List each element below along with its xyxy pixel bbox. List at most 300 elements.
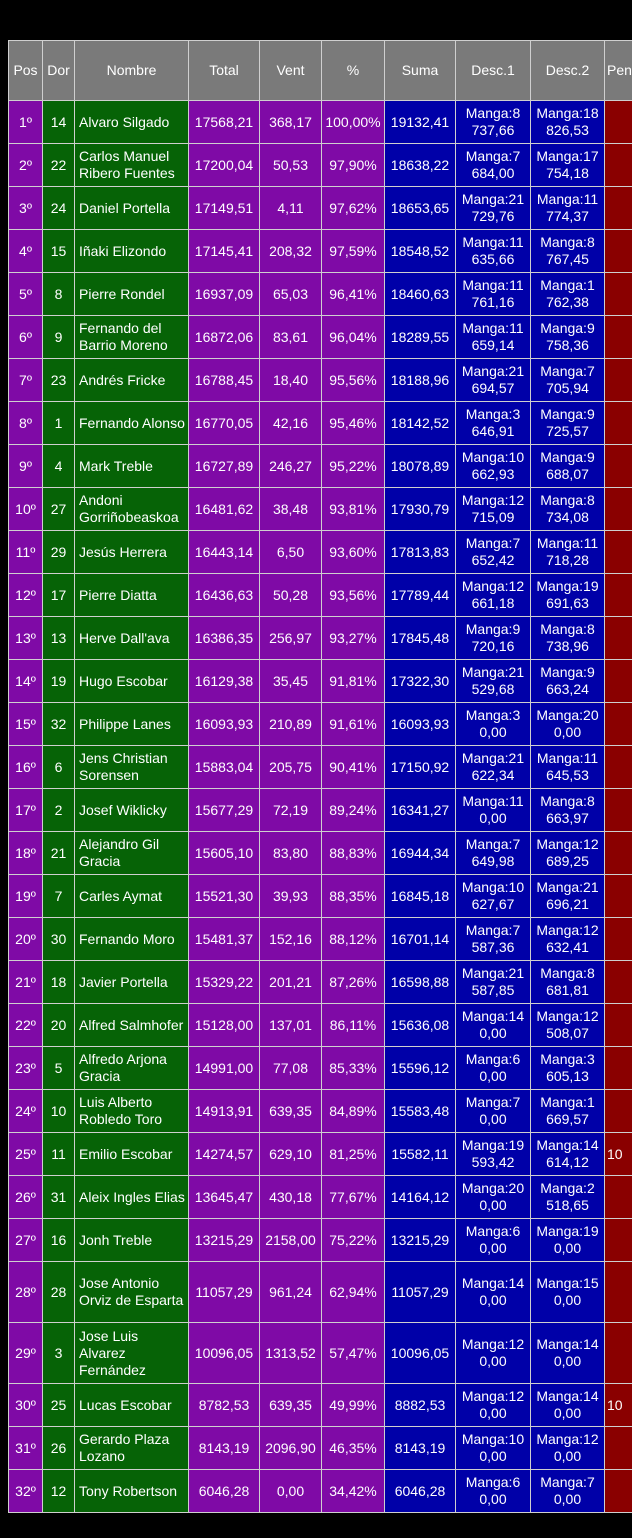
cell-total: 16788,45 — [189, 359, 260, 402]
desc-manga: Manga:9 — [540, 664, 595, 680]
table-row[interactable] — [9, 746, 632, 789]
cell-desc1 — [456, 1133, 531, 1176]
cell-suma: 18460,63 — [385, 273, 456, 316]
cell-total: 13645,47 — [189, 1176, 260, 1219]
cell-desc2 — [531, 574, 605, 617]
cell-pos: 24º — [9, 1090, 43, 1133]
desc-value: 0,00 — [479, 1405, 507, 1421]
cell-pct: 93,27% — [322, 617, 385, 660]
desc-value: 774,37 — [546, 208, 589, 224]
cell-dor: 2 — [43, 789, 75, 832]
cell-pct: 93,56% — [322, 574, 385, 617]
desc-manga: Manga:9 — [465, 621, 521, 637]
cell-desc1 — [456, 402, 531, 445]
desc-value: 645,53 — [546, 767, 589, 783]
header-suma[interactable]: Suma — [385, 41, 456, 101]
cell-pos: 8º — [9, 402, 43, 445]
table-row[interactable] — [9, 660, 632, 703]
desc-value: 627,67 — [471, 896, 515, 912]
cell-desc2 — [531, 1470, 605, 1513]
desc-manga: Manga:3 — [465, 707, 521, 723]
cell-pct: 97,59% — [322, 230, 385, 273]
cell-dor: 15 — [43, 230, 75, 273]
desc-manga: Manga:10 — [461, 1431, 525, 1447]
cell-pct: 88,35% — [322, 875, 385, 918]
desc-manga: Manga:3 — [465, 406, 521, 422]
cell-pct: 89,24% — [322, 789, 385, 832]
cell-dor: 11 — [43, 1133, 75, 1176]
cell-dor: 18 — [43, 961, 75, 1004]
desc-value: 0,00 — [553, 1353, 582, 1369]
table-row[interactable] — [9, 617, 632, 660]
cell-suma: 15636,08 — [385, 1004, 456, 1047]
desc-manga: Manga:21 — [461, 750, 525, 766]
cell-vent: 961,24 — [260, 1262, 322, 1323]
cell-pen — [605, 1004, 632, 1047]
desc-value: 605,13 — [546, 1068, 589, 1084]
cell-vent: 83,61 — [260, 316, 322, 359]
cell-desc2 — [531, 273, 605, 316]
cell-nombre: Jose Antonio Orviz de Esparta — [75, 1262, 189, 1323]
cell-nombre: Mark Treble — [75, 445, 189, 488]
cell-desc2 — [531, 359, 605, 402]
cell-desc2 — [531, 918, 605, 961]
cell-nombre: Andrés Fricke — [75, 359, 189, 402]
cell-pos: 1º — [9, 101, 43, 144]
table-row[interactable] — [9, 316, 632, 359]
cell-total: 16937,09 — [189, 273, 260, 316]
cell-suma: 8882,53 — [385, 1384, 456, 1427]
cell-vent: 246,27 — [260, 445, 322, 488]
cell-pen — [605, 617, 632, 660]
cell-vent: 430,18 — [260, 1176, 322, 1219]
cell-desc1 — [456, 617, 531, 660]
cell-pct: 90,41% — [322, 746, 385, 789]
table-row[interactable] — [9, 832, 632, 875]
cell-pos: 12º — [9, 574, 43, 617]
desc-value: 767,45 — [546, 251, 589, 267]
desc-value: 762,38 — [546, 294, 589, 310]
table-row[interactable] — [9, 1176, 632, 1219]
desc-manga: Manga:11 — [462, 320, 524, 336]
cell-suma: 16845,18 — [385, 875, 456, 918]
cell-vent: 137,01 — [260, 1004, 322, 1047]
desc-manga: Manga:17 — [536, 148, 599, 164]
cell-desc2 — [531, 402, 605, 445]
cell-desc1 — [456, 488, 531, 531]
cell-pen: 10 — [605, 1384, 632, 1427]
cell-pen — [605, 789, 632, 832]
cell-pos: 14º — [9, 660, 43, 703]
cell-pct: 34,42% — [322, 1470, 385, 1513]
desc-manga: Manga:10 — [461, 879, 525, 895]
cell-dor: 25 — [43, 1384, 75, 1427]
cell-nombre: Josef Wiklicky — [75, 789, 189, 832]
table-row[interactable] — [9, 703, 632, 746]
cell-pen — [605, 1470, 632, 1513]
cell-total: 6046,28 — [189, 1470, 260, 1513]
cell-desc1 — [456, 1384, 531, 1427]
cell-desc2 — [531, 1090, 605, 1133]
cell-desc1 — [456, 531, 531, 574]
cell-dor: 19 — [43, 660, 75, 703]
desc-manga: Manga:7 — [540, 363, 595, 379]
cell-nombre: Gerardo Plaza Lozano — [75, 1427, 189, 1470]
desc-manga: Manga:12 — [461, 1388, 525, 1404]
cell-vent: 208,32 — [260, 230, 322, 273]
table-row[interactable] — [9, 531, 632, 574]
cell-pct: 95,22% — [322, 445, 385, 488]
cell-nombre: Emilio Escobar — [75, 1133, 189, 1176]
cell-pct: 62,94% — [322, 1262, 385, 1323]
table-row[interactable] — [9, 1323, 632, 1384]
table-row[interactable] — [9, 961, 632, 1004]
cell-desc1 — [456, 1323, 531, 1384]
cell-suma: 15582,11 — [385, 1133, 456, 1176]
desc-manga: Manga:11 — [536, 750, 599, 766]
cell-total: 15329,22 — [189, 961, 260, 1004]
desc-value: 614,12 — [546, 1154, 589, 1170]
cell-desc1 — [456, 273, 531, 316]
cell-desc1 — [456, 1176, 531, 1219]
desc-manga: Manga:1 — [540, 1094, 595, 1110]
cell-pos: 15º — [9, 703, 43, 746]
cell-pen — [605, 832, 632, 875]
cell-pos: 18º — [9, 832, 43, 875]
cell-suma: 18548,52 — [385, 230, 456, 273]
cell-vent: 256,97 — [260, 617, 322, 660]
desc-value: 718,28 — [546, 552, 589, 568]
cell-vent: 210,89 — [260, 703, 322, 746]
cell-desc1 — [456, 746, 531, 789]
cell-dor: 22 — [43, 144, 75, 187]
table-row[interactable] — [9, 918, 632, 961]
desc-value: 0,00 — [479, 1292, 507, 1308]
table-row[interactable] — [9, 1090, 632, 1133]
cell-pct: 91,61% — [322, 703, 385, 746]
cell-vent: 77,08 — [260, 1047, 322, 1090]
cell-pen — [605, 1427, 632, 1470]
cell-desc2 — [531, 1133, 605, 1176]
header-total[interactable]: Total — [189, 41, 260, 101]
cell-pen — [605, 703, 632, 746]
cell-desc1 — [456, 1262, 531, 1323]
header-desc1[interactable]: Desc.1 — [456, 41, 531, 101]
cell-pen — [605, 1262, 632, 1323]
cell-pos: 4º — [9, 230, 43, 273]
header-vent[interactable]: Vent — [260, 41, 322, 101]
cell-vent: 65,03 — [260, 273, 322, 316]
table-row[interactable] — [9, 445, 632, 488]
cell-pos: 13º — [9, 617, 43, 660]
cell-total: 8782,53 — [189, 1384, 260, 1427]
cell-desc2 — [531, 1384, 605, 1427]
cell-desc1 — [456, 1004, 531, 1047]
table-row[interactable] — [9, 402, 632, 445]
table-row[interactable] — [9, 1004, 632, 1047]
desc-manga: Manga:8 — [540, 234, 595, 250]
desc-value: 529,68 — [471, 681, 515, 697]
cell-suma: 18078,89 — [385, 445, 456, 488]
desc-value: 508,07 — [546, 1025, 589, 1041]
cell-dor: 28 — [43, 1262, 75, 1323]
desc-value: 688,07 — [546, 466, 589, 482]
cell-suma: 17150,92 — [385, 746, 456, 789]
cell-pct: 81,25% — [322, 1133, 385, 1176]
desc-manga: Manga:8 — [540, 965, 595, 981]
cell-vent: 50,53 — [260, 144, 322, 187]
cell-pen — [605, 1323, 632, 1384]
cell-pos: 30º — [9, 1384, 43, 1427]
desc-value: 0,00 — [479, 1448, 507, 1464]
cell-suma: 17845,48 — [385, 617, 456, 660]
table-row[interactable] — [9, 359, 632, 402]
table-row[interactable] — [9, 1470, 632, 1513]
desc-value: 661,18 — [471, 595, 515, 611]
cell-suma: 13215,29 — [385, 1219, 456, 1262]
cell-desc1 — [456, 101, 531, 144]
cell-nombre: Aleix Ingles Elias — [75, 1176, 189, 1219]
cell-suma: 18188,96 — [385, 359, 456, 402]
header-dor[interactable]: Dor — [43, 41, 75, 101]
desc-value: 0,00 — [479, 1111, 507, 1127]
cell-vent: 42,16 — [260, 402, 322, 445]
cell-desc2 — [531, 445, 605, 488]
table-row[interactable] — [9, 273, 632, 316]
cell-desc2 — [531, 961, 605, 1004]
table-row[interactable] — [9, 488, 632, 531]
desc-value: 738,96 — [546, 638, 589, 654]
cell-pen — [605, 746, 632, 789]
desc-value: 518,65 — [546, 1197, 589, 1213]
cell-pen — [605, 961, 632, 1004]
cell-pos: 32º — [9, 1470, 43, 1513]
cell-pos: 22º — [9, 1004, 43, 1047]
desc-value: 0,00 — [479, 810, 507, 826]
desc-manga: Manga:12 — [461, 1336, 525, 1352]
cell-dor: 20 — [43, 1004, 75, 1047]
cell-pct: 93,81% — [322, 488, 385, 531]
cell-vent: 50,28 — [260, 574, 322, 617]
cell-pos: 31º — [9, 1427, 43, 1470]
desc-manga: Manga:8 — [540, 621, 595, 637]
cell-suma: 17930,79 — [385, 488, 456, 531]
header-nombre[interactable]: Nombre — [75, 41, 189, 101]
cell-pct: 46,35% — [322, 1427, 385, 1470]
desc-value: 725,57 — [546, 423, 589, 439]
cell-pen — [605, 531, 632, 574]
header-row — [9, 41, 632, 101]
cell-suma: 16701,14 — [385, 918, 456, 961]
cell-pen — [605, 273, 632, 316]
cell-desc2 — [531, 789, 605, 832]
cell-pen: 10 — [605, 1133, 632, 1176]
desc-value: 729,76 — [471, 208, 515, 224]
cell-pos: 28º — [9, 1262, 43, 1323]
table-row[interactable] — [9, 144, 632, 187]
cell-pos: 25º — [9, 1133, 43, 1176]
cell-pos: 23º — [9, 1047, 43, 1090]
cell-pct: 57,47% — [322, 1323, 385, 1384]
cell-desc1 — [456, 918, 531, 961]
cell-desc2 — [531, 488, 605, 531]
desc-value: 659,14 — [471, 337, 515, 353]
header-pct[interactable]: % — [322, 41, 385, 101]
cell-pos: 7º — [9, 359, 43, 402]
header-desc2[interactable]: Desc.2 — [531, 41, 605, 101]
cell-pen — [605, 402, 632, 445]
cell-dor: 21 — [43, 832, 75, 875]
cell-dor: 5 — [43, 1047, 75, 1090]
results-table — [8, 40, 632, 1513]
desc-manga: Manga:7 — [465, 535, 521, 551]
cell-pct: 93,60% — [322, 531, 385, 574]
cell-nombre: Javier Portella — [75, 961, 189, 1004]
table-row[interactable] — [9, 1219, 632, 1262]
desc-manga: Manga:11 — [462, 793, 524, 809]
desc-value: 826,53 — [546, 122, 589, 138]
desc-manga: Manga:14 — [536, 1137, 599, 1153]
desc-manga: Manga:8 — [465, 105, 521, 121]
cell-pos: 5º — [9, 273, 43, 316]
cell-suma: 8143,19 — [385, 1427, 456, 1470]
cell-pen — [605, 101, 632, 144]
cell-pen — [605, 1047, 632, 1090]
cell-total: 17200,04 — [189, 144, 260, 187]
cell-suma: 17813,83 — [385, 531, 456, 574]
cell-dor: 6 — [43, 746, 75, 789]
cell-pen — [605, 1219, 632, 1262]
cell-pct: 87,26% — [322, 961, 385, 1004]
table-row[interactable] — [9, 1133, 632, 1176]
table-row[interactable] — [9, 101, 632, 144]
cell-vent: 1313,52 — [260, 1323, 322, 1384]
cell-desc1 — [456, 832, 531, 875]
desc-value: 649,98 — [471, 853, 515, 869]
desc-manga: Manga:11 — [536, 191, 599, 207]
cell-vent: 152,16 — [260, 918, 322, 961]
cell-desc1 — [456, 359, 531, 402]
cell-vent: 6,50 — [260, 531, 322, 574]
table-row[interactable] — [9, 230, 632, 273]
desc-value: 0,00 — [479, 1240, 507, 1256]
desc-value: 587,85 — [471, 982, 515, 998]
cell-dor: 14 — [43, 101, 75, 144]
desc-manga: Manga:7 — [465, 922, 521, 938]
cell-desc1 — [456, 445, 531, 488]
cell-desc1 — [456, 187, 531, 230]
desc-value: 635,66 — [471, 251, 515, 267]
cell-pen — [605, 144, 632, 187]
cell-total: 16872,06 — [189, 316, 260, 359]
cell-dor: 26 — [43, 1427, 75, 1470]
cell-dor: 32 — [43, 703, 75, 746]
desc-manga: Manga:14 — [536, 1388, 599, 1404]
cell-pen — [605, 445, 632, 488]
cell-pct: 77,67% — [322, 1176, 385, 1219]
desc-value: 689,25 — [546, 853, 589, 869]
desc-manga: Manga:12 — [461, 578, 525, 594]
desc-manga: Manga:7 — [465, 836, 521, 852]
cell-pos: 10º — [9, 488, 43, 531]
desc-value: 0,00 — [479, 724, 507, 740]
desc-manga: Manga:11 — [462, 234, 524, 250]
cell-total: 14991,00 — [189, 1047, 260, 1090]
cell-total: 16443,14 — [189, 531, 260, 574]
cell-dor: 13 — [43, 617, 75, 660]
cell-pos: 21º — [9, 961, 43, 1004]
table-row[interactable] — [9, 574, 632, 617]
cell-desc2 — [531, 1427, 605, 1470]
desc-value: 0,00 — [553, 1405, 582, 1421]
desc-value: 0,00 — [553, 1292, 582, 1308]
cell-nombre: Fernando Alonso — [75, 402, 189, 445]
cell-desc2 — [531, 703, 605, 746]
desc-manga: Manga:21 — [461, 965, 525, 981]
cell-total: 17149,51 — [189, 187, 260, 230]
cell-pct: 86,11% — [322, 1004, 385, 1047]
table-row[interactable] — [9, 1262, 632, 1323]
cell-suma: 16093,93 — [385, 703, 456, 746]
cell-desc1 — [456, 1470, 531, 1513]
desc-value: 705,94 — [546, 380, 589, 396]
cell-desc2 — [531, 316, 605, 359]
cell-nombre: Alfred Salmhofer — [75, 1004, 189, 1047]
cell-suma: 15583,48 — [385, 1090, 456, 1133]
cell-nombre: Fernando Moro — [75, 918, 189, 961]
cell-desc1 — [456, 574, 531, 617]
desc-value: 0,00 — [479, 1353, 507, 1369]
desc-manga: Manga:8 — [540, 793, 595, 809]
desc-value: 715,09 — [471, 509, 515, 525]
table-row[interactable] — [9, 1427, 632, 1470]
cell-dor: 4 — [43, 445, 75, 488]
desc-value: 0,00 — [553, 1240, 582, 1256]
cell-desc2 — [531, 187, 605, 230]
cell-pos: 9º — [9, 445, 43, 488]
table-row[interactable] — [9, 1384, 632, 1427]
desc-value: 622,34 — [471, 767, 515, 783]
cell-nombre: Carles Aymat — [75, 875, 189, 918]
desc-manga: Manga:11 — [462, 277, 524, 293]
cell-pen — [605, 1176, 632, 1219]
desc-manga: Manga:12 — [536, 1431, 599, 1447]
cell-pos: 16º — [9, 746, 43, 789]
cell-desc2 — [531, 531, 605, 574]
cell-vent: 629,10 — [260, 1133, 322, 1176]
cell-pct: 97,90% — [322, 144, 385, 187]
desc-manga: Manga:15 — [536, 1275, 599, 1291]
table-row[interactable] — [9, 875, 632, 918]
desc-value: 593,42 — [471, 1154, 515, 1170]
cell-dor: 23 — [43, 359, 75, 402]
table-row[interactable] — [9, 1047, 632, 1090]
cell-pen — [605, 316, 632, 359]
table-row[interactable] — [9, 187, 632, 230]
table-row[interactable] — [9, 789, 632, 832]
header-pen[interactable]: Pen — [605, 41, 632, 101]
cell-dor: 29 — [43, 531, 75, 574]
cell-dor: 17 — [43, 574, 75, 617]
cell-pct: 95,46% — [322, 402, 385, 445]
cell-total: 14913,91 — [189, 1090, 260, 1133]
cell-desc2 — [531, 1219, 605, 1262]
header-pos[interactable]: Pos — [9, 41, 43, 101]
cell-desc1 — [456, 789, 531, 832]
cell-desc2 — [531, 1004, 605, 1047]
cell-vent: 38,48 — [260, 488, 322, 531]
cell-nombre: Jonh Treble — [75, 1219, 189, 1262]
